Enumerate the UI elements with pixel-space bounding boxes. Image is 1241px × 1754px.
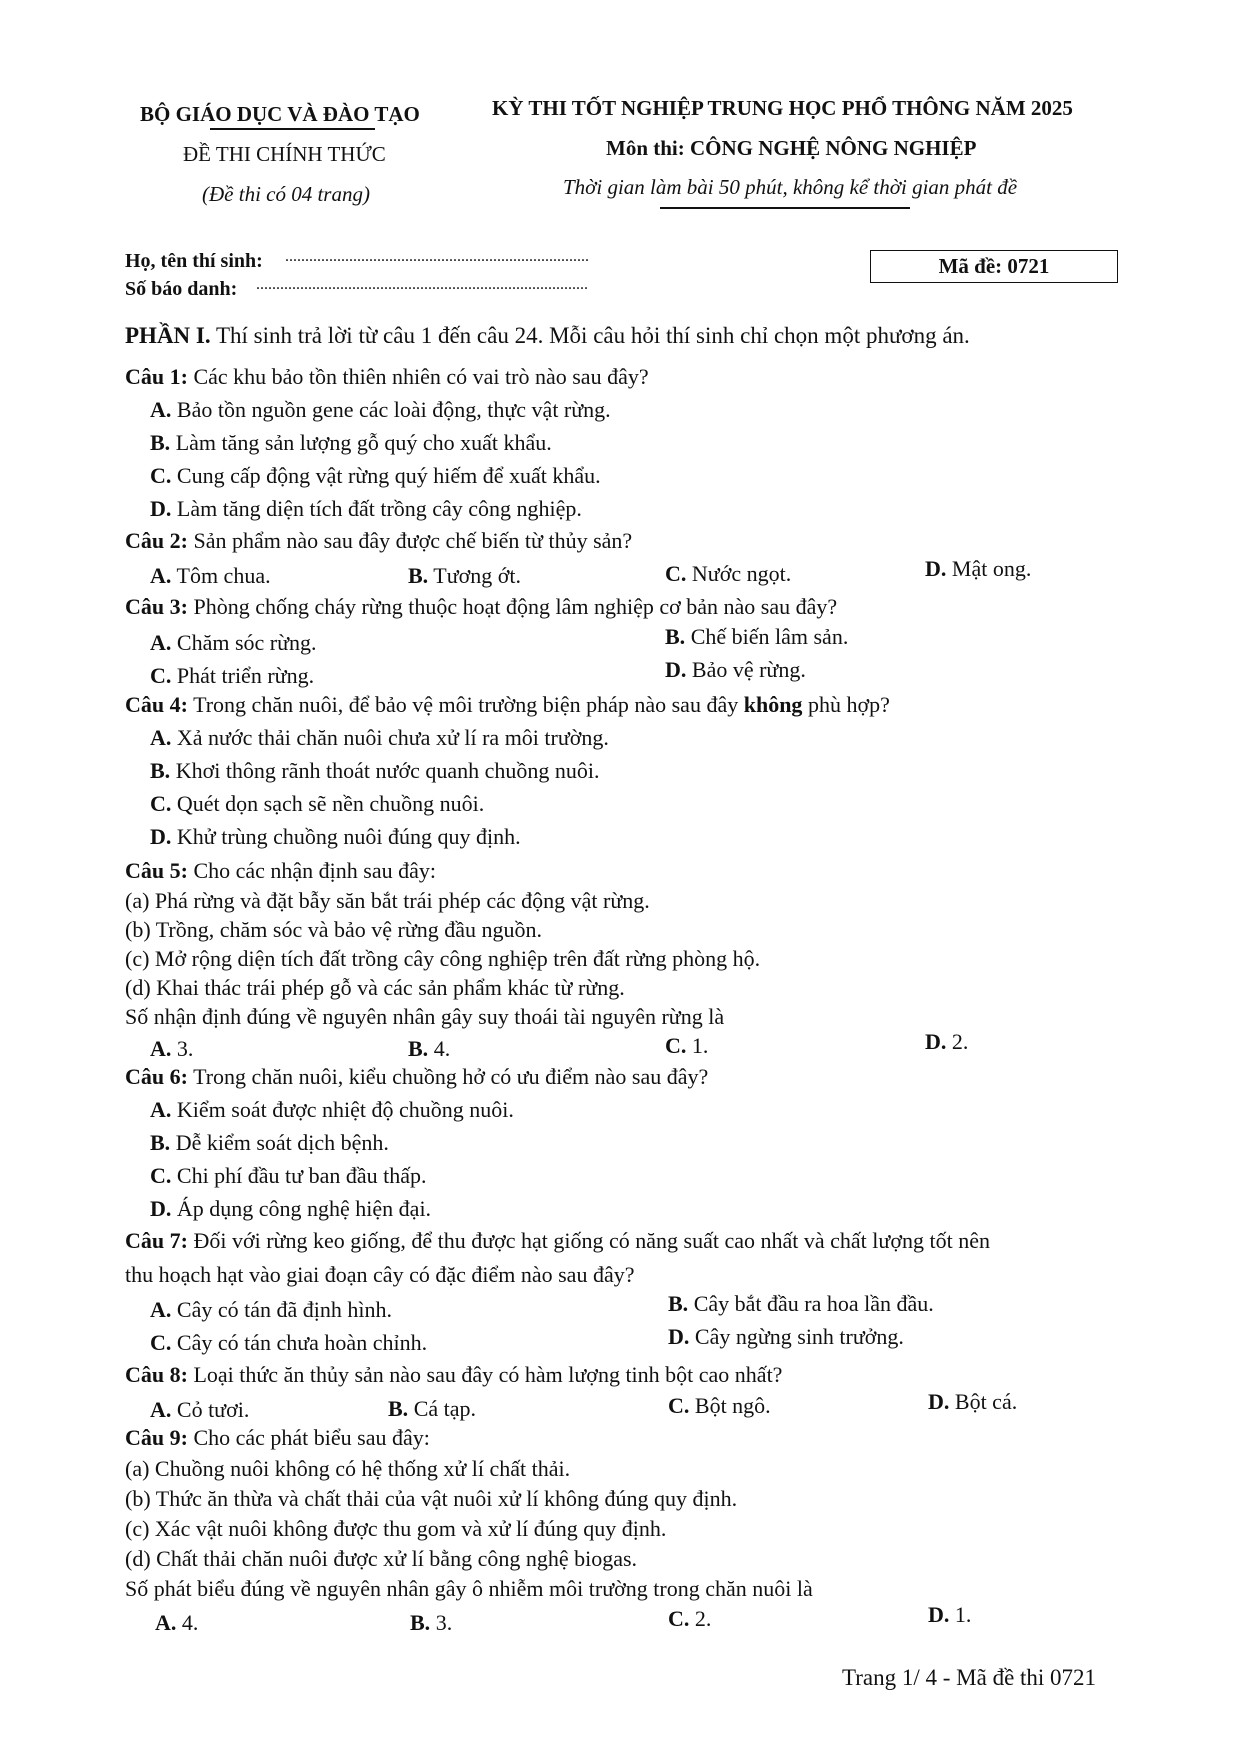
option-letter: A. xyxy=(150,1297,172,1322)
part-instruction xyxy=(125,323,970,349)
option-letter: B. xyxy=(665,624,686,649)
exam-code-value: 0721 xyxy=(1007,254,1050,278)
q4-option-a xyxy=(150,725,609,751)
option-text: 4. xyxy=(181,1610,199,1635)
option-letter: A. xyxy=(155,1610,177,1635)
question-text: Đối với rừng keo giống, để thu được hạt giống có năng suất cao nhất và chất lượng tốt nên xyxy=(193,1228,990,1253)
question-5 xyxy=(125,858,436,884)
question-label: Câu 3: xyxy=(125,594,188,619)
q5-statement-a: (a) Phá rừng và đặt bẫy săn bắt trái phép các động vật rừng. xyxy=(125,888,650,913)
q8-option-a xyxy=(150,1397,249,1423)
ministry-name: BỘ GIÁO DỤC VÀ ĐÀO TẠO xyxy=(140,102,420,126)
q3-option-a xyxy=(150,630,317,656)
subject-name: CÔNG NGHỆ NÔNG NGHIỆP xyxy=(690,136,977,160)
option-text: Cây bắt đầu ra hoa lần đầu. xyxy=(693,1291,934,1316)
option-text: 3. xyxy=(435,1610,453,1635)
option-text: Cỏ tươi. xyxy=(176,1397,250,1422)
subject-line xyxy=(606,136,976,161)
question-3 xyxy=(125,594,837,620)
option-text: Áp dụng công nghệ hiện đại. xyxy=(176,1196,432,1221)
question-label: Câu 7: xyxy=(125,1228,188,1253)
exam-code-label: Mã đề: xyxy=(938,254,1003,278)
question-label: Câu 9: xyxy=(125,1425,188,1450)
pages-note: (Đề thi có 04 trang) xyxy=(202,182,370,206)
q6-option-d xyxy=(150,1196,431,1222)
option-letter: B. xyxy=(150,1130,171,1155)
candidate-id-dots: ................................................................................... xyxy=(256,276,588,293)
question-8 xyxy=(125,1362,782,1388)
option-letter: A. xyxy=(150,563,172,588)
time-note: Thời gian làm bài 50 phút, không kể thời gian phát đề xyxy=(563,175,1018,199)
question-text-end: phù hợp? xyxy=(807,692,890,717)
q9-stem: Số phát biểu đúng về nguyên nhân gây ô nhiễm môi trường trong chăn nuôi là xyxy=(125,1576,813,1601)
q1-option-b xyxy=(150,430,552,456)
question-text: Sản phẩm nào sau đây được chế biến từ thủy sản? xyxy=(193,528,633,553)
q7-option-b xyxy=(668,1291,934,1317)
part-text: Thí sinh trả lời từ câu 1 đến câu 24. Mỗi câu hỏi thí sinh chỉ chọn một phương án. xyxy=(215,323,970,348)
option-text: Chế biến lâm sản. xyxy=(690,624,849,649)
q3-option-c xyxy=(150,663,314,689)
q3-option-b xyxy=(665,624,848,650)
question-2 xyxy=(125,528,632,554)
option-letter: C. xyxy=(665,1033,687,1058)
question-text: Cho các nhận định sau đây: xyxy=(193,858,437,883)
q4-option-c xyxy=(150,791,484,817)
option-letter: A. xyxy=(150,1036,172,1061)
option-letter: D. xyxy=(665,657,687,682)
option-letter: A. xyxy=(150,397,172,422)
q5-option-d xyxy=(925,1029,968,1055)
question-4 xyxy=(125,692,890,718)
option-letter: C. xyxy=(668,1393,690,1418)
header-underline xyxy=(660,207,910,209)
question-label: Câu 4: xyxy=(125,692,188,717)
option-text: Cá tạp. xyxy=(413,1396,477,1421)
q5-option-a xyxy=(150,1036,193,1062)
question-text: Cho các phát biểu sau đây: xyxy=(193,1425,430,1450)
q9-option-c xyxy=(668,1606,711,1632)
option-text: Phát triển rừng. xyxy=(176,663,315,688)
question-text: Trong chăn nuôi, kiểu chuồng hở có ưu điểm nào sau đây? xyxy=(193,1064,709,1089)
part-label: PHẦN I. xyxy=(125,323,211,348)
option-letter: D. xyxy=(668,1324,690,1349)
q5-statement-c: (c) Mở rộng diện tích đất trồng cây công nghiệp trên đất rừng phòng hộ. xyxy=(125,946,761,971)
q9-statement-c: (c) Xác vật nuôi không được thu gom và xử lí đúng quy định. xyxy=(125,1516,667,1541)
option-letter: A. xyxy=(150,1397,172,1422)
q3-option-d xyxy=(665,657,806,683)
option-text: Kiểm soát được nhiệt độ chuồng nuôi. xyxy=(176,1097,514,1122)
q5-option-c xyxy=(665,1033,708,1059)
exam-title: KỲ THI TỐT NGHIỆP TRUNG HỌC PHỔ THÔNG NĂM 2025 xyxy=(492,96,1073,120)
q9-statement-b: (b) Thức ăn thừa và chất thải của vật nuôi xử lí không đúng quy định. xyxy=(125,1486,738,1511)
q9-statement-d: (d) Chất thải chăn nuôi được xử lí bằng công nghệ biogas. xyxy=(125,1546,638,1571)
option-text: Làm tăng sản lượng gỗ quý cho xuất khẩu. xyxy=(175,430,552,455)
option-letter: C. xyxy=(150,463,172,488)
option-letter: D. xyxy=(925,556,947,581)
q5-option-b xyxy=(408,1036,450,1062)
q6-option-b xyxy=(150,1130,389,1156)
option-letter: C. xyxy=(668,1606,690,1631)
option-letter: D. xyxy=(925,1029,947,1054)
q8-option-b xyxy=(388,1396,476,1422)
candidate-name-dots: ............................................................................ xyxy=(285,248,589,265)
option-text: Xả nước thải chăn nuôi chưa xử lí ra môi trường. xyxy=(176,725,609,750)
option-text: Mật ong. xyxy=(951,556,1032,581)
q1-option-a xyxy=(150,397,611,423)
option-text: Dễ kiểm soát dịch bệnh. xyxy=(175,1130,389,1155)
option-letter: C. xyxy=(665,561,687,586)
option-letter: B. xyxy=(408,563,429,588)
q2-option-a xyxy=(150,563,271,589)
q2-option-c xyxy=(665,561,791,587)
option-text: 1. xyxy=(954,1602,972,1627)
q7-option-a xyxy=(150,1297,392,1323)
option-text: Bột cá. xyxy=(954,1389,1018,1414)
q6-option-c xyxy=(150,1163,427,1189)
option-text: Cây có tán đã định hình. xyxy=(176,1297,392,1322)
option-text: 1. xyxy=(691,1033,709,1058)
option-letter: D. xyxy=(928,1389,950,1414)
option-text: 2. xyxy=(951,1029,969,1054)
question-9 xyxy=(125,1425,430,1451)
q7-option-d xyxy=(668,1324,904,1350)
option-text: Chi phí đầu tư ban đầu thấp. xyxy=(176,1163,427,1188)
question-label: Câu 8: xyxy=(125,1362,188,1387)
ministry-underline xyxy=(210,128,375,130)
option-letter: B. xyxy=(150,430,171,455)
option-text: Cây có tán chưa hoàn chỉnh. xyxy=(176,1330,428,1355)
q1-option-c xyxy=(150,463,601,489)
option-text: Bảo tồn nguồn gene các loài động, thực vật rừng. xyxy=(176,397,611,422)
option-letter: B. xyxy=(150,758,171,783)
option-text: Tương ớt. xyxy=(433,563,522,588)
option-text: Bảo vệ rừng. xyxy=(691,657,806,682)
official-label: ĐỀ THI CHÍNH THỨC xyxy=(183,142,386,166)
option-text: Tôm chua. xyxy=(176,563,271,588)
option-text: Chăm sóc rừng. xyxy=(176,630,317,655)
q9-option-b xyxy=(410,1610,452,1636)
option-text: Khơi thông rãnh thoát nước quanh chuồng nuôi. xyxy=(175,758,600,783)
q1-option-d xyxy=(150,496,582,522)
q4-option-b xyxy=(150,758,599,784)
option-letter: A. xyxy=(150,630,172,655)
option-letter: D. xyxy=(928,1602,950,1627)
q2-option-d xyxy=(925,556,1031,582)
option-text: Cây ngừng sinh trưởng. xyxy=(694,1324,904,1349)
subject-label: Môn thi: xyxy=(606,136,685,160)
option-letter: C. xyxy=(150,791,172,816)
option-letter: B. xyxy=(408,1036,429,1061)
question-text: Các khu bảo tồn thiên nhiên có vai trò nào sau đây? xyxy=(193,364,649,389)
question-text: Phòng chống cháy rừng thuộc hoạt động lâm nghiệp cơ bản nào sau đây? xyxy=(193,594,838,619)
option-letter: D. xyxy=(150,496,172,521)
option-letter: C. xyxy=(150,663,172,688)
option-text: Làm tăng diện tích đất trồng cây công nghiệp. xyxy=(176,496,582,521)
option-letter: B. xyxy=(410,1610,431,1635)
candidate-name-label: Họ, tên thí sinh: xyxy=(125,250,263,272)
q5-statement-d: (d) Khai thác trái phép gỗ và các sản phẩm khác từ rừng. xyxy=(125,975,625,1000)
question-7 xyxy=(125,1228,990,1254)
option-letter: A. xyxy=(150,725,172,750)
question-text: Loại thức ăn thủy sản nào sau đây có hàm lượng tinh bột cao nhất? xyxy=(193,1362,783,1387)
q2-option-b xyxy=(408,563,521,589)
exam-code-box xyxy=(870,250,1118,283)
q5-stem: Số nhận định đúng về nguyên nhân gây suy thoái tài nguyên rừng là xyxy=(125,1004,725,1029)
option-letter: B. xyxy=(388,1396,409,1421)
question-1 xyxy=(125,364,649,390)
option-letter: D. xyxy=(150,1196,172,1221)
question-text: Trong chăn nuôi, để bảo vệ môi trường biện pháp nào sau đây xyxy=(193,692,739,717)
option-text: 4. xyxy=(433,1036,451,1061)
q4-option-d xyxy=(150,824,521,850)
q5-statement-b: (b) Trồng, chăm sóc và bảo vệ rừng đầu nguồn. xyxy=(125,917,543,942)
option-letter: C. xyxy=(150,1163,172,1188)
option-text: Quét dọn sạch sẽ nền chuồng nuôi. xyxy=(176,791,485,816)
option-text: Cung cấp động vật rừng quý hiếm để xuất khẩu. xyxy=(176,463,601,488)
question-emphasis: không xyxy=(743,692,803,717)
page-footer: Trang 1/ 4 - Mã đề thi 0721 xyxy=(842,1665,1097,1690)
q6-option-a xyxy=(150,1097,514,1123)
option-text: Bột ngô. xyxy=(694,1393,771,1418)
option-letter: A. xyxy=(150,1097,172,1122)
question-6 xyxy=(125,1064,708,1090)
q8-option-c xyxy=(668,1393,771,1419)
question-label: Câu 5: xyxy=(125,858,188,883)
q9-statement-a: (a) Chuồng nuôi không có hệ thống xử lí chất thải. xyxy=(125,1456,571,1481)
option-letter: B. xyxy=(668,1291,689,1316)
option-text: 2. xyxy=(694,1606,712,1631)
q7-text-continued: thu hoạch hạt vào giai đoạn cây có đặc điểm nào sau đây? xyxy=(125,1262,635,1287)
option-text: Nước ngọt. xyxy=(691,561,792,586)
question-label: Câu 1: xyxy=(125,364,188,389)
option-text: 3. xyxy=(176,1036,194,1061)
q8-option-d xyxy=(928,1389,1017,1415)
q9-option-d xyxy=(928,1602,971,1628)
option-letter: C. xyxy=(150,1330,172,1355)
candidate-id-label: Số báo danh: xyxy=(125,278,238,300)
q7-option-c xyxy=(150,1330,427,1356)
option-letter: D. xyxy=(150,824,172,849)
q9-option-a xyxy=(155,1610,198,1636)
question-label: Câu 6: xyxy=(125,1064,188,1089)
question-label: Câu 2: xyxy=(125,528,188,553)
option-text: Khử trùng chuồng nuôi đúng quy định. xyxy=(176,824,521,849)
